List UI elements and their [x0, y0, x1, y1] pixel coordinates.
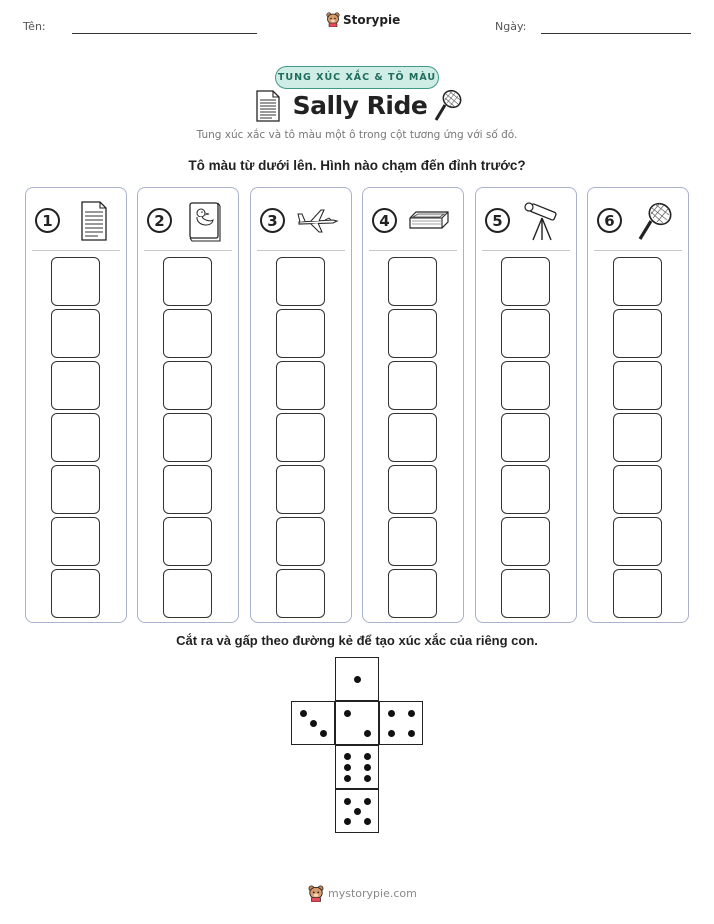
bear-icon: [308, 885, 324, 902]
cut-instruction: Cắt ra và gấp theo đường kẻ để tạo xúc xắc của riêng con.: [176, 633, 538, 648]
name-line: [72, 33, 257, 34]
pip: [388, 730, 395, 737]
column-4: [362, 187, 464, 623]
column-header: [26, 196, 126, 248]
pip: [364, 818, 371, 825]
column-5: [475, 187, 577, 623]
column-header: [476, 196, 576, 248]
color-cell[interactable]: [163, 413, 212, 462]
column-number: 4: [372, 208, 397, 233]
color-cell[interactable]: [276, 309, 325, 358]
color-cell[interactable]: [501, 309, 550, 358]
column-divider: [257, 250, 345, 251]
pip: [344, 798, 351, 805]
name-label: Tên:: [23, 20, 46, 33]
color-cell[interactable]: [613, 257, 662, 306]
color-cell[interactable]: [501, 517, 550, 566]
footer-url: mystorypie.com: [328, 887, 417, 900]
column-divider: [369, 250, 457, 251]
column-3: [250, 187, 352, 623]
color-cell[interactable]: [51, 413, 100, 462]
activity-badge: TUNG XÚC XẮC & TÔ MÀU: [275, 66, 439, 89]
pip: [310, 720, 317, 727]
column-number: 5: [485, 208, 510, 233]
column-2: [137, 187, 239, 623]
color-cell[interactable]: [276, 569, 325, 618]
color-cell[interactable]: [163, 517, 212, 566]
instruction: Tô màu từ dưới lên. Hình nào chạm đến đỉnh trước?: [188, 158, 526, 173]
pip: [354, 676, 361, 683]
date-line: [541, 33, 691, 34]
color-cell[interactable]: [51, 569, 100, 618]
color-cell[interactable]: [163, 361, 212, 410]
pip: [364, 775, 371, 782]
color-cell[interactable]: [388, 361, 437, 410]
pip: [364, 798, 371, 805]
subtitle: Tung xúc xắc và tô màu một ô trong cột tương ứng với số đó.: [196, 129, 518, 141]
column-6: [587, 187, 689, 623]
column-1: [25, 187, 127, 623]
column-divider: [594, 250, 682, 251]
color-cell[interactable]: [51, 465, 100, 514]
date-label: Ngày:: [495, 20, 527, 33]
telescope-icon: [520, 200, 564, 242]
jet-airplane-icon: [295, 200, 339, 242]
color-cell[interactable]: [613, 517, 662, 566]
color-cell[interactable]: [501, 465, 550, 514]
pip: [364, 730, 371, 737]
pip: [354, 808, 361, 815]
pip: [388, 710, 395, 717]
pip: [344, 775, 351, 782]
color-cell[interactable]: [51, 361, 100, 410]
column-number: 1: [35, 208, 60, 233]
tennis-racket-icon: [632, 200, 676, 242]
color-cell[interactable]: [613, 465, 662, 514]
color-cell[interactable]: [276, 361, 325, 410]
storypie-logo: [326, 12, 400, 27]
column-header: [363, 196, 463, 248]
color-cell[interactable]: [501, 361, 550, 410]
die-face-1: [335, 657, 379, 701]
trampoline-icon: [407, 200, 451, 242]
color-cell[interactable]: [163, 309, 212, 358]
color-cell[interactable]: [613, 569, 662, 618]
pip: [320, 730, 327, 737]
pip: [344, 818, 351, 825]
die-face-5: [335, 789, 379, 833]
color-cell[interactable]: [501, 413, 550, 462]
pip: [408, 730, 415, 737]
pip: [364, 764, 371, 771]
pip: [300, 710, 307, 717]
die-face-6: [335, 745, 379, 789]
color-cell[interactable]: [163, 569, 212, 618]
color-cell[interactable]: [501, 257, 550, 306]
color-cell[interactable]: [51, 257, 100, 306]
color-cell[interactable]: [613, 361, 662, 410]
column-number: 6: [597, 208, 622, 233]
pip: [344, 710, 351, 717]
color-cell[interactable]: [501, 569, 550, 618]
column-header: [588, 196, 688, 248]
color-cell[interactable]: [163, 257, 212, 306]
pip: [344, 753, 351, 760]
pip: [408, 710, 415, 717]
color-cell[interactable]: [163, 465, 212, 514]
page-title: Sally Ride: [292, 91, 428, 120]
duck-book-icon: [182, 200, 226, 242]
logo-text: Storypie: [343, 12, 401, 27]
color-cell[interactable]: [388, 413, 437, 462]
color-cell[interactable]: [51, 517, 100, 566]
color-cell[interactable]: [388, 465, 437, 514]
die-face-2: [335, 701, 379, 745]
color-cell[interactable]: [276, 517, 325, 566]
footer: [308, 885, 417, 902]
color-cell[interactable]: [613, 309, 662, 358]
color-cell[interactable]: [51, 309, 100, 358]
column-header: [138, 196, 238, 248]
color-cell[interactable]: [276, 413, 325, 462]
color-cell[interactable]: [276, 465, 325, 514]
column-divider: [144, 250, 232, 251]
color-cell[interactable]: [388, 309, 437, 358]
color-cell[interactable]: [388, 257, 437, 306]
column-number: 3: [260, 208, 285, 233]
bear-icon: [326, 12, 340, 27]
die-face-4: [379, 701, 423, 745]
column-divider: [32, 250, 120, 251]
tennis-racket-icon: [433, 89, 463, 123]
die-face-3: [291, 701, 335, 745]
column-number: 2: [147, 208, 172, 233]
color-cell[interactable]: [276, 257, 325, 306]
color-cell[interactable]: [388, 569, 437, 618]
color-cell[interactable]: [613, 413, 662, 462]
document-icon: [70, 200, 114, 242]
document-icon: [255, 90, 281, 122]
color-cell[interactable]: [388, 517, 437, 566]
pip: [344, 764, 351, 771]
pip: [364, 753, 371, 760]
column-divider: [482, 250, 570, 251]
column-header: [251, 196, 351, 248]
